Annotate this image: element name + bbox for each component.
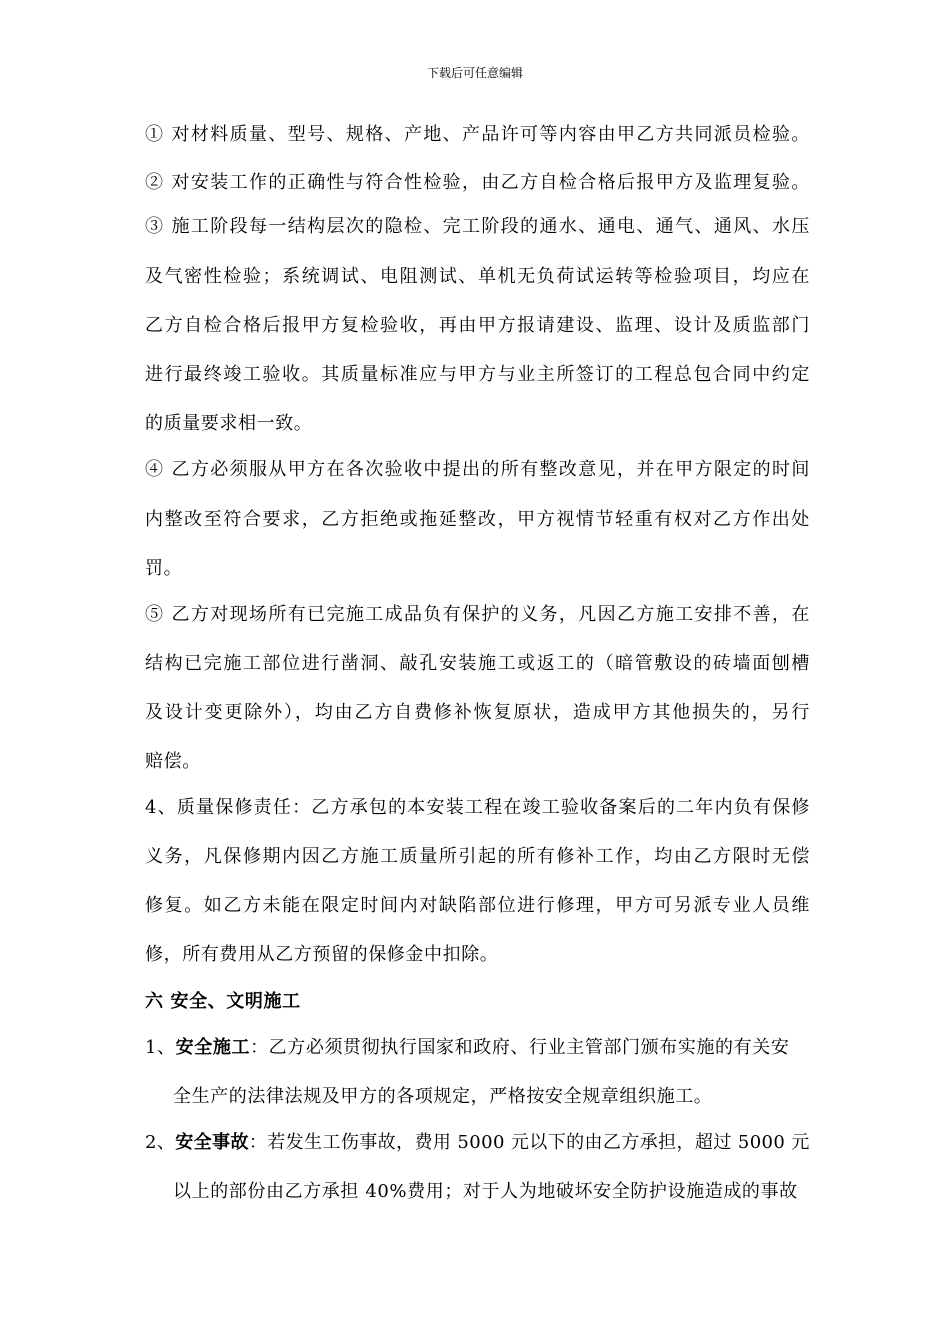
paragraph-line: 进行最终竣工验收。其质量标准应与甲方与业主所签订的工程总包合同中约定 xyxy=(145,364,810,385)
list-item-text: ：乙方必须贯彻执行国家和政府、行业主管部门颁布实施的有关安 xyxy=(250,1037,790,1058)
paragraph-line: 结构已完施工部位进行凿洞、敲孔安装施工或返工的（暗管敷设的砖墙面刨槽 xyxy=(145,653,810,674)
list-item-number: 2、 xyxy=(145,1132,176,1153)
section-heading: 六 安全、文明施工 xyxy=(145,991,301,1012)
paragraph-line: 赔偿。 xyxy=(145,751,201,772)
paragraph-line: 修，所有费用从乙方预留的保修金中扣除。 xyxy=(145,944,499,965)
paragraph-line: 4、质量保修责任：乙方承包的本安装工程在竣工验收备案后的二年内负有保修 xyxy=(145,797,810,818)
list-item-label: 安全事故 xyxy=(175,1132,249,1153)
paragraph-line: ② 对安装工作的正确性与符合性检验，由乙方自检合格后报甲方及监理复验。 xyxy=(145,172,810,193)
paragraph-line: 及气密性检验；系统调试、电阻测试、单机无负荷试运转等检验项目，均应在 xyxy=(145,266,810,287)
paragraph-line: 全生产的法律法规及甲方的各项规定，严格按安全规章组织施工。 xyxy=(173,1086,713,1107)
list-item-text: ：若发生工伤事故，费用 5000 元以下的由乙方承担，超过 5000 元 xyxy=(248,1132,810,1153)
list-item-label: 安全施工 xyxy=(175,1037,251,1058)
paragraph-line: 修复。如乙方未能在限定时间内对缺陷部位进行修理，甲方可另派专业人员维 xyxy=(145,895,810,916)
paragraph-line: ⑤ 乙方对现场所有已完施工成品负有保护的义务，凡因乙方施工安排不善，在 xyxy=(145,604,810,625)
paragraph-line: ④ 乙方必须服从甲方在各次验收中提出的所有整改意见，并在甲方限定的时间 xyxy=(145,459,810,480)
paragraph-line: ① 对材料质量、型号、规格、产地、产品许可等内容由甲乙方共同派员检验。 xyxy=(145,124,810,145)
paragraph-line: 的质量要求相一致。 xyxy=(145,413,313,434)
paragraph-line: 义务，凡保修期内因乙方施工质量所引起的所有修补工作，均由乙方限时无偿 xyxy=(145,846,810,867)
paragraph-line: 及设计变更除外），均由乙方自费修补恢复原状，造成甲方其他损失的，另行 xyxy=(145,702,810,723)
paragraph-line: 以上的部份由乙方承担 40%费用；对于人为地破坏安全防护设施造成的事故 xyxy=(173,1181,798,1202)
paragraph-line: ③ 施工阶段每一结构层次的隐检、完工阶段的通水、通电、通气、通风、水压 xyxy=(145,216,810,237)
page-header: 下载后可任意编辑 xyxy=(426,66,523,80)
list-item xyxy=(145,1131,810,1155)
paragraph-line: 乙方自检合格后报甲方复检验收，再由甲方报请建设、监理、设计及质监部门 xyxy=(145,315,810,336)
list-item-number: 1、 xyxy=(145,1037,176,1058)
paragraph-line: 内整改至符合要求，乙方拒绝或拖延整改，甲方视情节轻重有权对乙方作出处 xyxy=(145,509,810,530)
list-item xyxy=(145,1036,810,1060)
paragraph-line: 罚。 xyxy=(145,558,183,579)
